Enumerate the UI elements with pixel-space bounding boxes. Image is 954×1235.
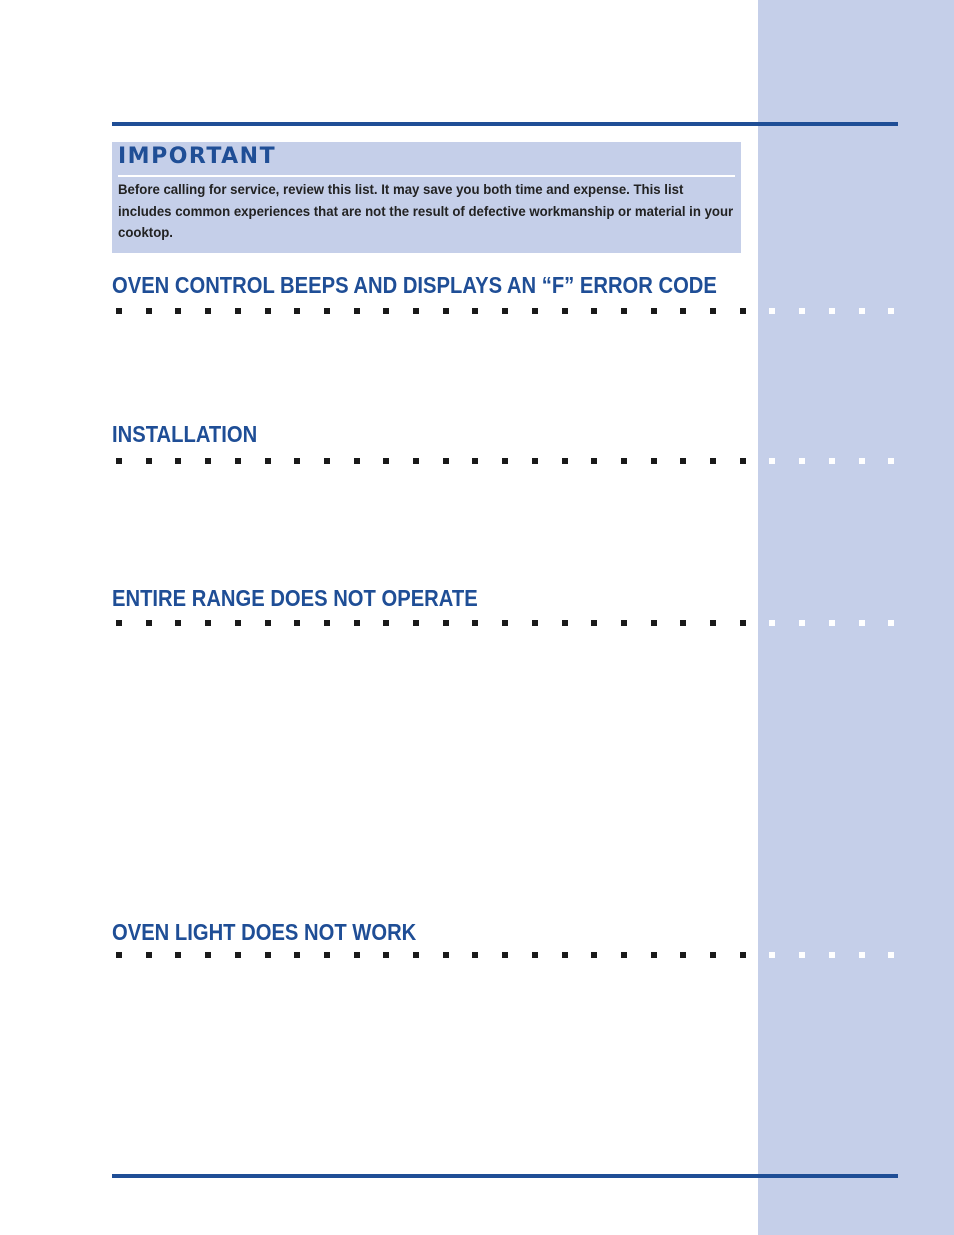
divider-dot	[888, 952, 894, 958]
divider-dot	[383, 308, 389, 314]
divider-dot	[532, 952, 538, 958]
divider-dot	[324, 308, 330, 314]
important-divider	[118, 175, 735, 177]
divider-dot	[472, 458, 478, 464]
side-color-band	[758, 0, 954, 1235]
divider-dot	[651, 620, 657, 626]
divider-dot	[146, 620, 152, 626]
dotted-divider	[116, 620, 898, 626]
divider-dot	[710, 620, 716, 626]
divider-dot	[532, 458, 538, 464]
divider-dot	[562, 952, 568, 958]
important-text: Before calling for service, review this list. It may save you both time and expense. This list includes common experiences that are not the result of defective workmanship or material in your cooktop.	[118, 182, 734, 241]
divider-dot	[829, 308, 835, 314]
divider-dot	[413, 620, 419, 626]
divider-dot	[443, 952, 449, 958]
divider-dot	[859, 308, 865, 314]
divider-dot	[562, 620, 568, 626]
important-title: IMPORTANT	[118, 144, 277, 169]
divider-dot	[591, 458, 597, 464]
divider-dot	[443, 308, 449, 314]
divider-dot	[740, 308, 746, 314]
divider-dot	[591, 308, 597, 314]
divider-dot	[591, 952, 597, 958]
divider-dot	[383, 458, 389, 464]
divider-dot	[294, 458, 300, 464]
divider-dot	[769, 458, 775, 464]
divider-dot	[799, 308, 805, 314]
divider-dot	[146, 308, 152, 314]
divider-dot	[146, 952, 152, 958]
divider-dot	[235, 952, 241, 958]
divider-dot	[205, 308, 211, 314]
divider-dot	[532, 308, 538, 314]
divider-dot	[502, 952, 508, 958]
divider-dot	[621, 952, 627, 958]
divider-dot	[621, 458, 627, 464]
important-notice-box	[112, 142, 741, 253]
divider-dot	[829, 952, 835, 958]
divider-dot	[116, 952, 122, 958]
divider-dot	[532, 620, 538, 626]
divider-dot	[116, 620, 122, 626]
divider-dot	[354, 952, 360, 958]
divider-dot	[562, 308, 568, 314]
divider-dot	[740, 458, 746, 464]
divider-dot	[740, 620, 746, 626]
divider-dot	[740, 952, 746, 958]
divider-dot	[769, 308, 775, 314]
divider-dot	[175, 620, 181, 626]
divider-dot	[116, 308, 122, 314]
divider-dot	[769, 952, 775, 958]
divider-dot	[265, 952, 271, 958]
divider-dot	[383, 952, 389, 958]
divider-dot	[205, 952, 211, 958]
divider-dot	[324, 952, 330, 958]
divider-dot	[472, 952, 478, 958]
divider-dot	[888, 308, 894, 314]
section-heading-f-error-code: OVEN CONTROL BEEPS AND DISPLAYS AN “F” ERROR CODE	[112, 272, 717, 298]
dotted-divider	[116, 952, 898, 958]
divider-dot	[799, 458, 805, 464]
section-heading-installation: INSTALLATION	[112, 421, 258, 447]
divider-dot	[769, 620, 775, 626]
top-rule	[112, 122, 898, 126]
divider-dot	[472, 620, 478, 626]
bottom-rule	[112, 1174, 898, 1178]
divider-dot	[680, 458, 686, 464]
divider-dot	[235, 458, 241, 464]
divider-dot	[502, 308, 508, 314]
divider-dot	[680, 308, 686, 314]
divider-dot	[294, 308, 300, 314]
divider-dot	[651, 308, 657, 314]
divider-dot	[591, 620, 597, 626]
divider-dot	[621, 308, 627, 314]
divider-dot	[710, 308, 716, 314]
divider-dot	[829, 458, 835, 464]
divider-dot	[651, 952, 657, 958]
divider-dot	[413, 308, 419, 314]
divider-dot	[354, 308, 360, 314]
divider-dot	[710, 458, 716, 464]
divider-dot	[502, 620, 508, 626]
divider-dot	[621, 620, 627, 626]
divider-dot	[324, 620, 330, 626]
divider-dot	[235, 620, 241, 626]
divider-dot	[799, 952, 805, 958]
divider-dot	[710, 952, 716, 958]
divider-dot	[472, 308, 478, 314]
divider-dot	[175, 952, 181, 958]
divider-dot	[443, 620, 449, 626]
divider-dot	[235, 308, 241, 314]
divider-dot	[265, 620, 271, 626]
divider-dot	[680, 620, 686, 626]
divider-dot	[829, 620, 835, 626]
divider-dot	[383, 620, 389, 626]
divider-dot	[175, 458, 181, 464]
dotted-divider	[116, 308, 898, 314]
divider-dot	[175, 308, 181, 314]
divider-dot	[146, 458, 152, 464]
divider-dot	[443, 458, 449, 464]
divider-dot	[205, 620, 211, 626]
divider-dot	[413, 458, 419, 464]
section-heading-oven-light: OVEN LIGHT DOES NOT WORK	[112, 919, 417, 945]
divider-dot	[413, 952, 419, 958]
divider-dot	[265, 308, 271, 314]
divider-dot	[354, 458, 360, 464]
dotted-divider	[116, 458, 898, 464]
divider-dot	[799, 620, 805, 626]
divider-dot	[205, 458, 211, 464]
divider-dot	[294, 620, 300, 626]
divider-dot	[859, 620, 865, 626]
divider-dot	[324, 458, 330, 464]
divider-dot	[888, 458, 894, 464]
divider-dot	[265, 458, 271, 464]
section-heading-range-not-operate: ENTIRE RANGE DOES NOT OPERATE	[112, 585, 478, 611]
divider-dot	[294, 952, 300, 958]
divider-dot	[680, 952, 686, 958]
divider-dot	[116, 458, 122, 464]
divider-dot	[651, 458, 657, 464]
divider-dot	[502, 458, 508, 464]
divider-dot	[562, 458, 568, 464]
divider-dot	[859, 952, 865, 958]
divider-dot	[888, 620, 894, 626]
divider-dot	[859, 458, 865, 464]
divider-dot	[354, 620, 360, 626]
